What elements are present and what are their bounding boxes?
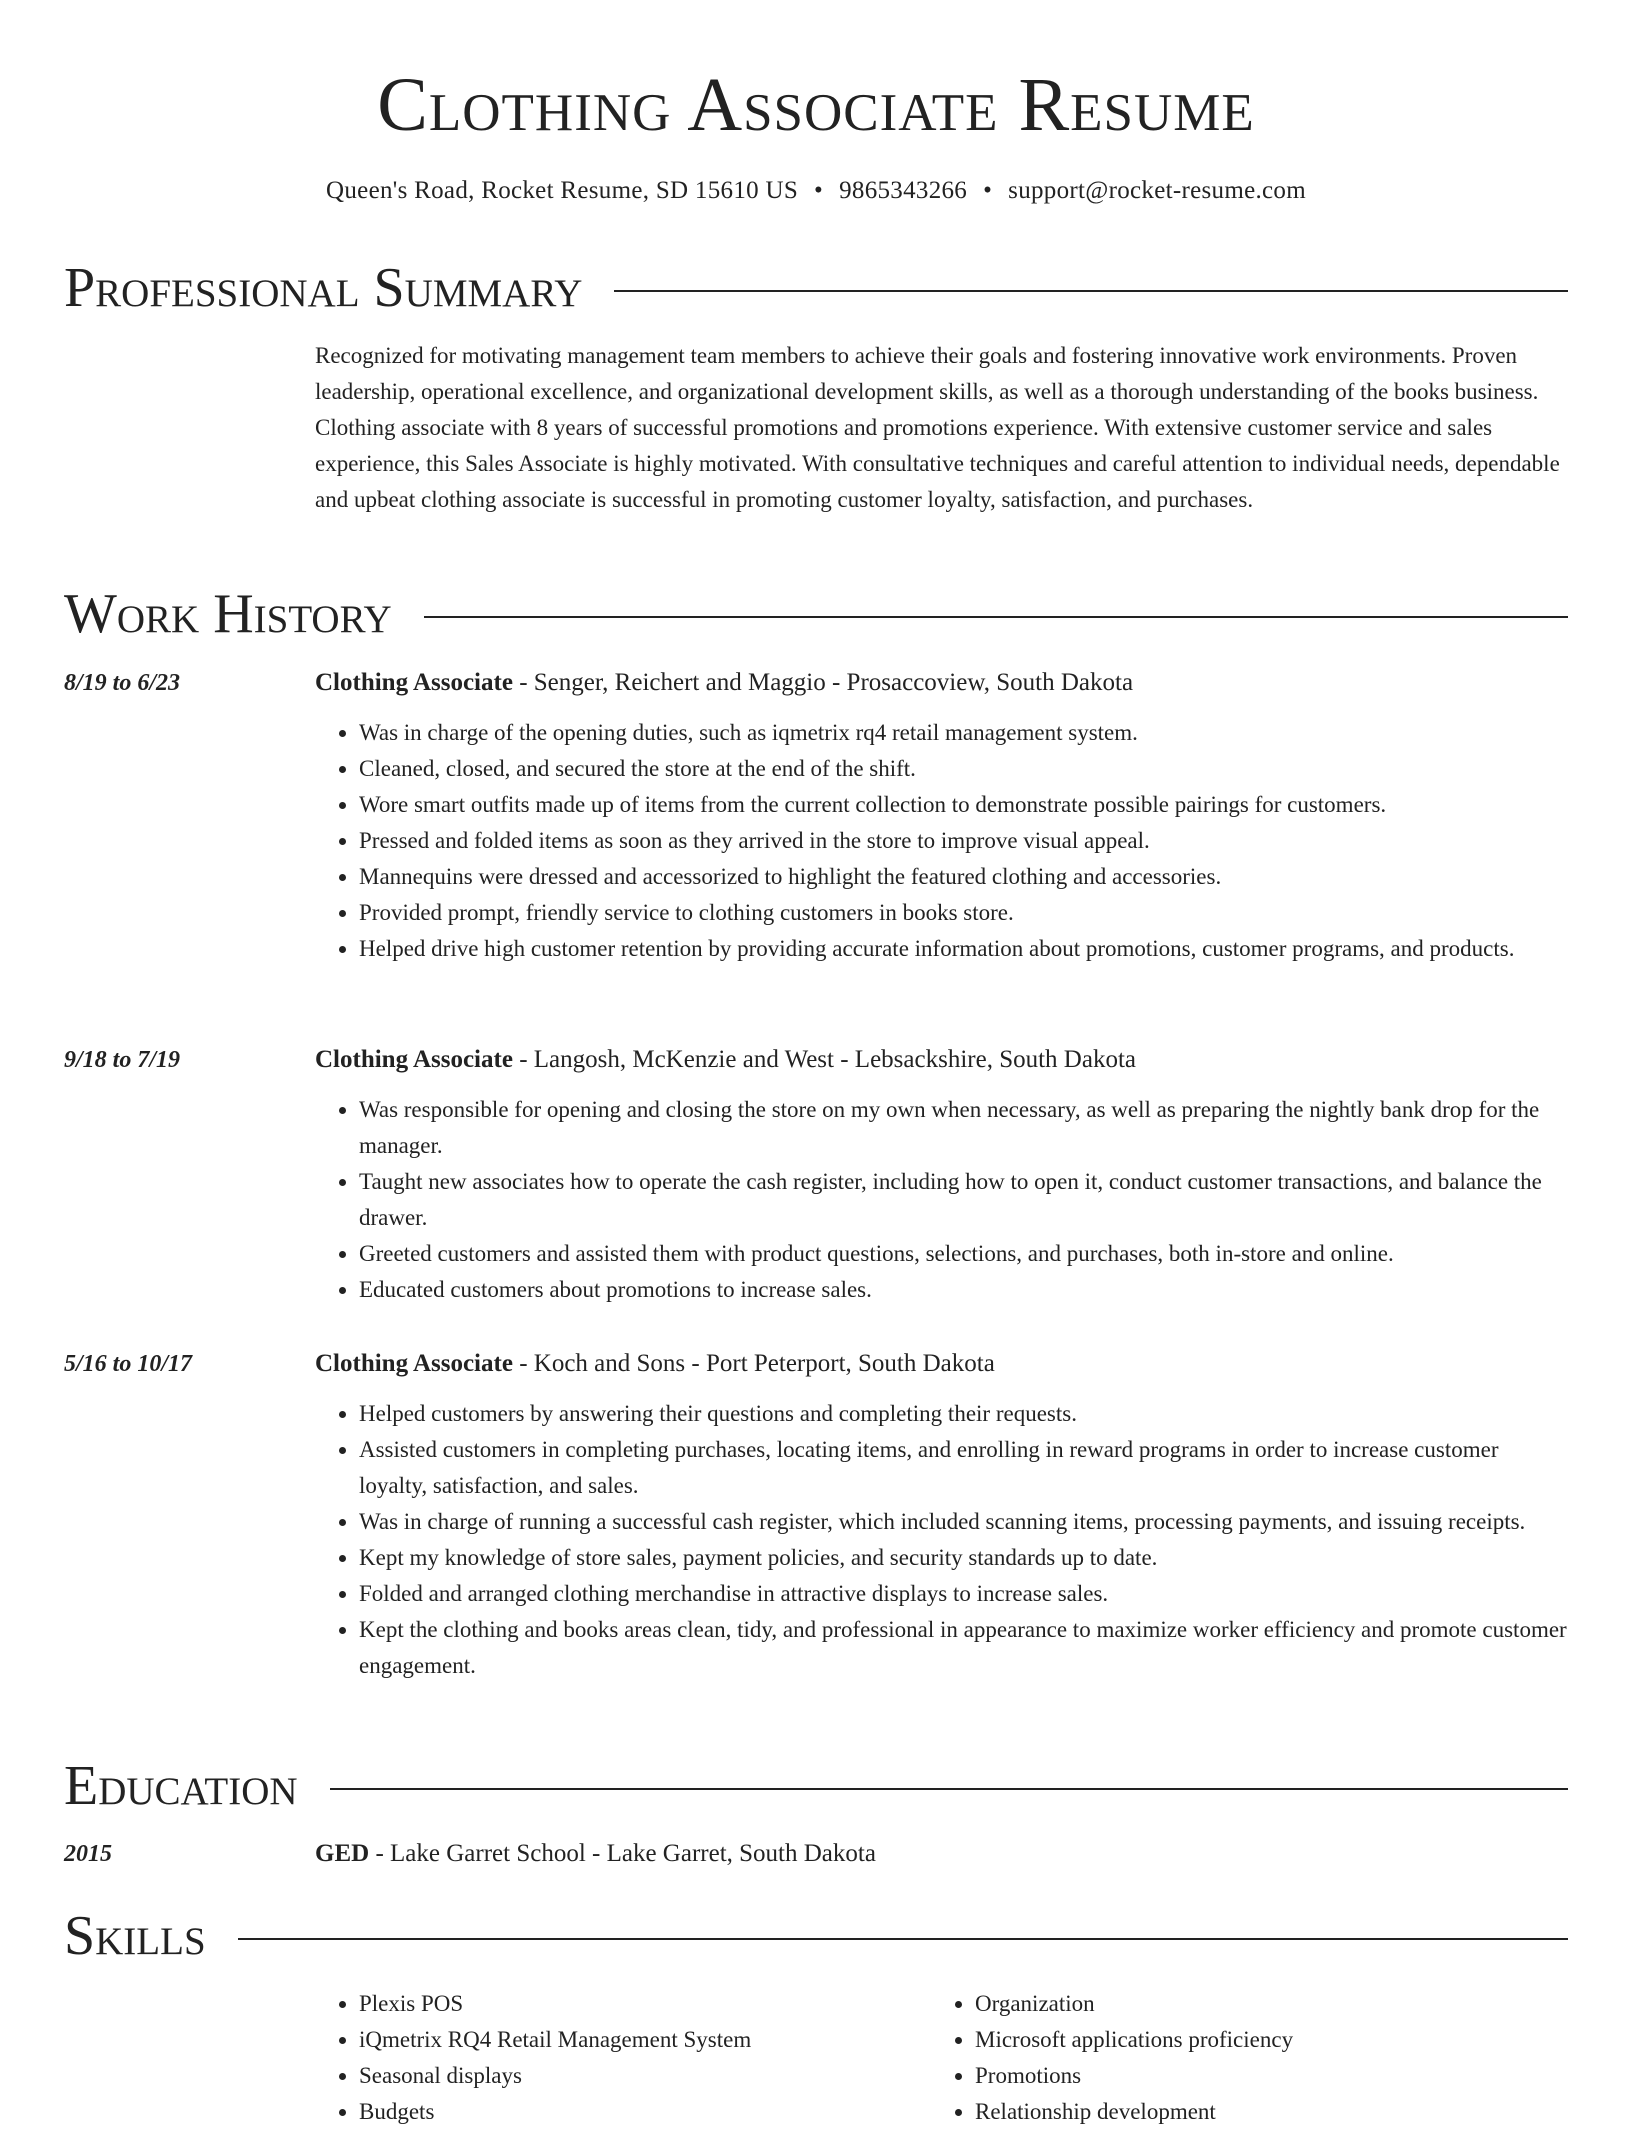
list-item: • Was in charge of running a successful cash register, which included scanning items, processing payments, and issuing receipts. bbox=[359, 1504, 1568, 1540]
job-company: - Senger, Reichert and Maggio - Prosaccoview, South Dakota bbox=[512, 669, 1134, 696]
work-section-header bbox=[64, 582, 1568, 646]
job-heading bbox=[315, 665, 1133, 701]
work-history-heading: Work History bbox=[64, 583, 392, 645]
summary-text: Recognized for motivating management team members to achieve their goals and fostering innovative work environments. Proven leadership, operational excellence, and organizational development skills, as well as a thorough understanding of the books business. Clothing associate with 8 years of successful promotions and promotions experience. With extensive customer service and sales experience, this Sales Associate is highly motivated. With consultative techniques and careful attention to individual needs, dependable and upbeat clothing associate is successful in promoting customer loyalty, satisfaction, and purchases. bbox=[315, 343, 1560, 512]
education-heading: Education bbox=[64, 1755, 298, 1817]
skill-item: • Relationship development bbox=[975, 2094, 1293, 2130]
list-item: • Kept the clothing and books areas clean, tidy, and professional in appearance to maximize worker efficiency and promote customer engagement. bbox=[359, 1612, 1568, 1684]
list-item: • Educated customers about promotions to increase sales. bbox=[359, 1272, 1568, 1308]
skills-column-left bbox=[315, 1986, 931, 2130]
job-role: Clothing Associate bbox=[315, 669, 513, 696]
summary-section-header bbox=[64, 256, 1568, 320]
list-item: • Helped drive high customer retention by providing accurate information about promotions, customer programs, and products. bbox=[359, 931, 1568, 967]
list-item: • Was responsible for opening and closing the store on my own when necessary, as well as preparing the nightly bank drop for the manager. bbox=[359, 1092, 1568, 1164]
list-item: • Provided prompt, friendly service to clothing customers in books store. bbox=[359, 895, 1568, 931]
job-duties-list bbox=[315, 715, 1568, 967]
contact-separator: • bbox=[983, 177, 993, 204]
contact-separator: • bbox=[814, 177, 824, 204]
education-degree: GED bbox=[315, 1840, 370, 1867]
job-role: Clothing Associate bbox=[315, 1350, 513, 1377]
skill-item: • Promotions bbox=[975, 2058, 1293, 2094]
list-item: • Pressed and folded items as soon as they arrived in the store to improve visual appeal. bbox=[359, 823, 1568, 859]
education-school: - Lake Garret School - Lake Garret, South Dakota bbox=[369, 1840, 876, 1867]
job-role: Clothing Associate bbox=[315, 1046, 513, 1073]
list-item: • Cleaned, closed, and secured the store at the end of the shift. bbox=[359, 751, 1568, 787]
job-entry bbox=[64, 1042, 1568, 1308]
job-heading bbox=[315, 1346, 995, 1382]
section-divider bbox=[424, 616, 1568, 618]
job-entry bbox=[64, 1346, 1568, 1684]
job-entry bbox=[64, 665, 1568, 967]
resume-title: Clothing Associate Resume bbox=[377, 63, 1255, 147]
contact-address: Queen's Road, Rocket Resume, SD 15610 US bbox=[326, 177, 799, 204]
skill-item: • Plexis POS bbox=[359, 1986, 931, 2022]
list-item: • Kept my knowledge of store sales, payment policies, and security standards up to date. bbox=[359, 1540, 1568, 1576]
list-item: • Taught new associates how to operate the cash register, including how to open it, conduct customer transactions, and balance the drawer. bbox=[359, 1164, 1568, 1236]
education-section-header bbox=[64, 1754, 1568, 1818]
job-dates: 5/16 to 10/17 bbox=[64, 1351, 193, 1377]
summary-heading: Professional Summary bbox=[64, 257, 583, 319]
contact-line bbox=[64, 174, 1568, 208]
contact-email[interactable]: support@rocket-resume.com bbox=[1008, 177, 1306, 204]
skill-item: • Microsoft applications proficiency bbox=[975, 2022, 1293, 2058]
section-divider bbox=[614, 290, 1568, 292]
job-dates: 8/19 to 6/23 bbox=[64, 670, 181, 696]
skills-heading: Skills bbox=[64, 1905, 206, 1967]
list-item: • Mannequins were dressed and accessorized to highlight the featured clothing and accessories. bbox=[359, 859, 1568, 895]
job-company: - Langosh, McKenzie and West - Lebsackshire, South Dakota bbox=[512, 1046, 1136, 1073]
job-heading bbox=[315, 1042, 1136, 1078]
skill-item: • Organization bbox=[975, 1986, 1293, 2022]
education-heading-line bbox=[315, 1836, 876, 1872]
skills-section-header bbox=[64, 1904, 1568, 1968]
section-divider bbox=[238, 1938, 1568, 1940]
list-item: • Was in charge of the opening duties, such as iqmetrix rq4 retail management system. bbox=[359, 715, 1568, 751]
list-item: • Wore smart outfits made up of items from the current collection to demonstrate possible pairings for customers. bbox=[359, 787, 1568, 823]
education-year: 2015 bbox=[64, 1841, 112, 1867]
skill-item: • Budgets bbox=[359, 2094, 931, 2130]
contact-phone: 9865343266 bbox=[839, 177, 968, 204]
job-company: - Koch and Sons - Port Peterport, South Dakota bbox=[512, 1350, 995, 1377]
job-dates: 9/18 to 7/19 bbox=[64, 1047, 181, 1073]
job-duties-list bbox=[315, 1396, 1568, 1684]
skill-item: • iQmetrix RQ4 Retail Management System bbox=[359, 2022, 931, 2058]
list-item: • Helped customers by answering their questions and completing their requests. bbox=[359, 1396, 1568, 1432]
job-duties-list bbox=[315, 1092, 1568, 1308]
skill-item: • Seasonal displays bbox=[359, 2058, 931, 2094]
skills-column-right bbox=[931, 1986, 1293, 2130]
section-divider bbox=[330, 1788, 1568, 1790]
list-item: • Folded and arranged clothing merchandise in attractive displays to increase sales. bbox=[359, 1576, 1568, 1612]
list-item: • Greeted customers and assisted them with product questions, selections, and purchases, both in-store and online. bbox=[359, 1236, 1568, 1272]
list-item: • Assisted customers in completing purchases, locating items, and enrolling in reward programs in order to increase customer loyalty, satisfaction, and sales. bbox=[359, 1432, 1568, 1504]
skills-list bbox=[315, 1986, 1568, 2130]
education-entry bbox=[64, 1836, 1568, 1872]
